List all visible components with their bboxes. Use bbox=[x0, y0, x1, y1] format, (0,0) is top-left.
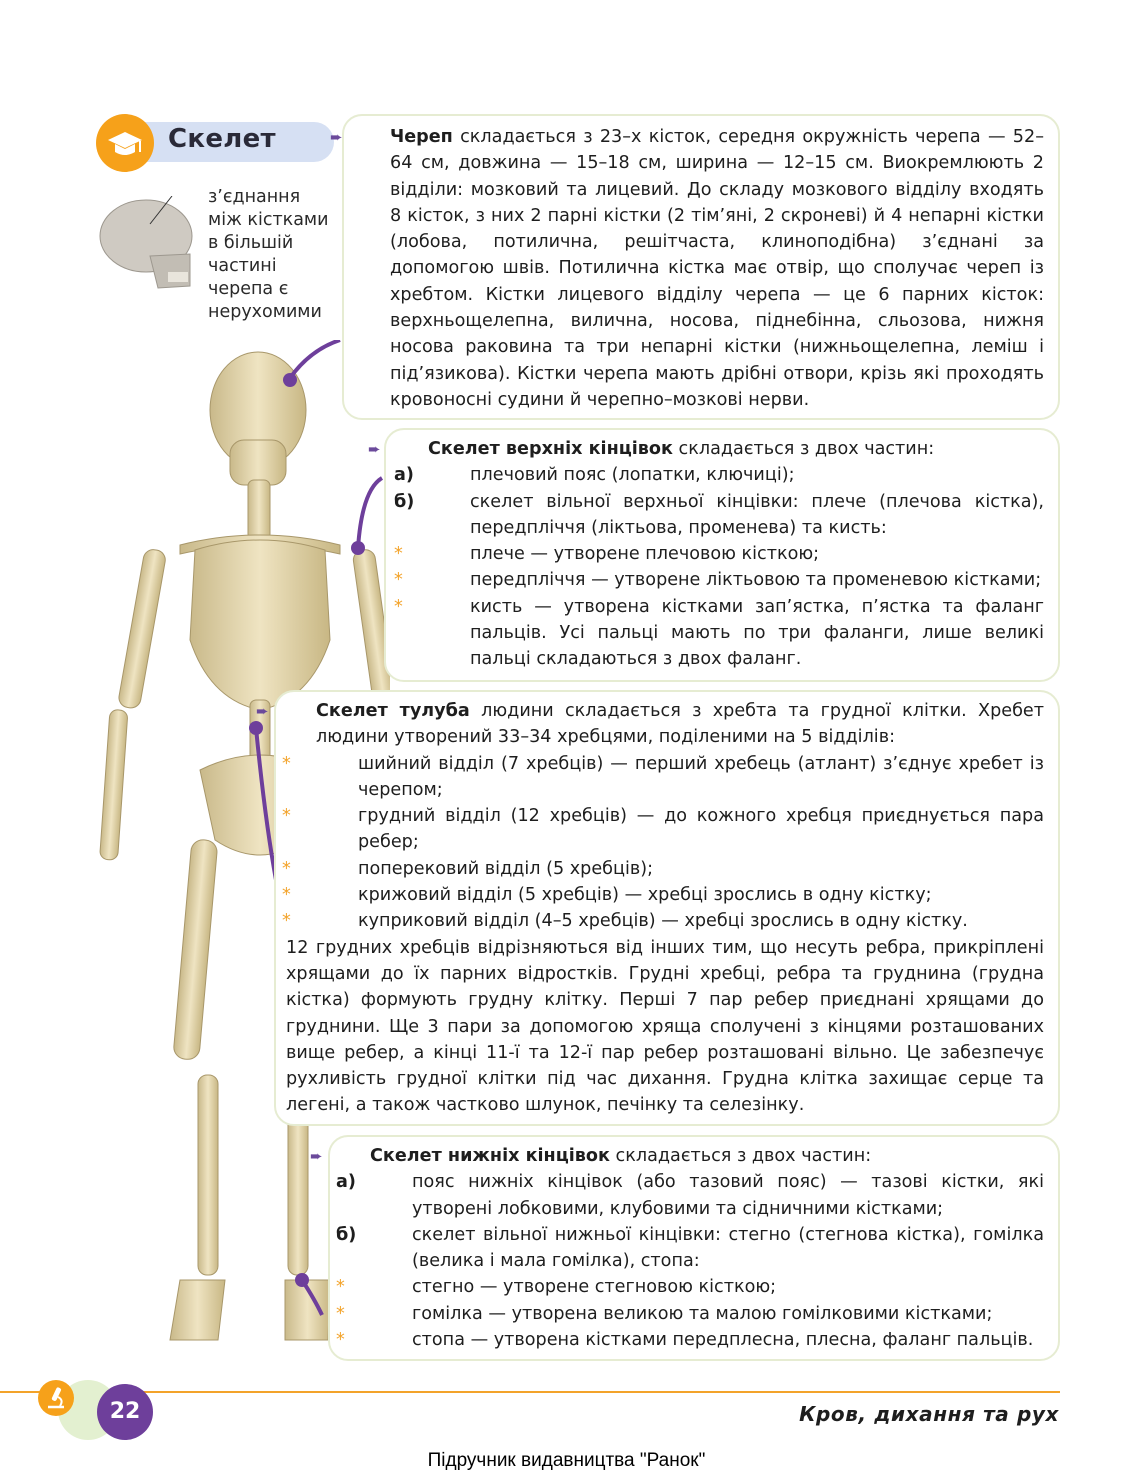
part-label: а) bbox=[394, 465, 414, 486]
trunk-intro bbox=[256, 698, 1045, 751]
publisher-note: Підручник видавництва "Ранок" bbox=[427, 1450, 706, 1471]
lower-item bbox=[336, 1301, 1044, 1327]
upper-limbs-box bbox=[368, 428, 1060, 682]
trunk-intro-text: людини складається з хребта та грудної клітки. Хребет людини утворений 33–34 хребцями, поділеними на 5 відділів: bbox=[316, 701, 1045, 748]
upper-part-a bbox=[394, 462, 1044, 488]
microscope-icon bbox=[38, 1380, 74, 1416]
upper-item bbox=[394, 594, 1044, 673]
part-text: скелет вільної верхньої кінцівки: плече (плечова кістка), передпліччя (ліктьова, променева) та кисть: bbox=[470, 491, 1044, 538]
item-text: кисть — утворена кістками зап’ястка, п’ястка та фаланг пальців. Усі пальці мають по три фаланги, лише великі пальці складаються з двох фаланг. bbox=[470, 596, 1044, 670]
lower-intro bbox=[310, 1143, 1044, 1169]
lower-term: Скелет нижніх кінцівок bbox=[370, 1146, 610, 1166]
item-text: стопа — утворена кістками передплесна, плесна, фаланг пальців. bbox=[412, 1330, 1034, 1351]
trunk-box bbox=[256, 690, 1060, 1126]
trunk-item bbox=[282, 908, 1044, 934]
lower-part-a bbox=[336, 1169, 1044, 1222]
skull-caption: з’єднання між кістками в більшій частині черепа є нерухомими bbox=[208, 187, 329, 322]
star-bullet-icon: * bbox=[336, 1330, 345, 1351]
footer-divider bbox=[0, 1391, 1060, 1393]
chapter-title: Кров, дихання та рух bbox=[799, 1402, 1059, 1426]
upper-intro-text: складається з двох частин: bbox=[672, 439, 935, 459]
trunk-term: Скелет тулуба bbox=[316, 701, 470, 721]
page-title: Скелет bbox=[168, 124, 276, 154]
star-bullet-icon: * bbox=[394, 570, 403, 591]
lower-limbs-box bbox=[310, 1135, 1060, 1361]
upper-part-b bbox=[394, 489, 1044, 542]
arrow-icon: ➨ bbox=[368, 440, 381, 458]
part-label: б) bbox=[394, 491, 415, 512]
page-number: 22 bbox=[97, 1384, 153, 1440]
lower-item bbox=[336, 1327, 1044, 1353]
upper-item bbox=[394, 541, 1044, 567]
star-bullet-icon: * bbox=[336, 1277, 345, 1298]
arrow-icon: ➨ bbox=[310, 1147, 323, 1165]
star-bullet-icon: * bbox=[282, 911, 291, 932]
star-bullet-icon: * bbox=[282, 858, 291, 879]
item-text: поперековий відділ (5 хребців); bbox=[358, 858, 654, 879]
skull-illustration bbox=[98, 196, 198, 296]
item-text: гомілка — утворена великою та малою гомілковими кістками; bbox=[412, 1303, 993, 1324]
graduation-cap-icon bbox=[96, 114, 154, 172]
skull-paragraph bbox=[330, 124, 1044, 413]
item-text: передпліччя — утворене ліктьовою та променевою кістками; bbox=[470, 570, 1042, 591]
trunk-item bbox=[282, 751, 1044, 804]
skull-text: складається з 23–х кісток, середня окружність черепа — 52–64 см, довжина — 15–18 см, ширина — 12–15 см. Виокремлюють 2 відділи: мозковий та лицевий. До складу мозкового відділу входять 8 кісток, з них 2 парні кістки (2 тім’яні, 2 скроневі) й 4 непарні кістки (лобова, потилична, решітчаста, клиноподібна) з’єднані за допомогою швів. Потилична кістка має отвір, що сполучає череп із хребтом. Кістки лицевого відділу черепа — це 6 парних кісток: верхньощелепна, вилична, носова, піднебінна, сльозова, нижня носова раковина та три непарні кістки (нижньощелепна, леміш і під’язикова). Кістки черепа мають дрібні отвори, крізь які проходять кровоносні судини й черепно–мозкові нерви. bbox=[390, 127, 1044, 410]
title-icon-circle bbox=[96, 114, 154, 172]
upper-term: Скелет верхніх кінцівок bbox=[428, 439, 673, 459]
star-bullet-icon: * bbox=[282, 885, 291, 906]
trunk-item bbox=[282, 856, 1044, 882]
lower-part-b bbox=[336, 1222, 1044, 1275]
upper-item bbox=[394, 567, 1044, 593]
upper-intro bbox=[368, 436, 1044, 462]
part-label: а) bbox=[336, 1172, 356, 1193]
arrow-icon: ➨ bbox=[256, 702, 269, 720]
star-bullet-icon: * bbox=[394, 544, 403, 565]
item-text: шийний відділ (7 хребців) — перший хребець (атлант) з’єднує хребет із черепом; bbox=[358, 753, 1044, 800]
star-bullet-icon: * bbox=[282, 806, 291, 827]
trunk-item bbox=[282, 882, 1044, 908]
skull-info-box bbox=[330, 114, 1060, 420]
lower-intro-text: складається з двох частин: bbox=[609, 1146, 872, 1166]
footer-icon-circle bbox=[38, 1380, 74, 1416]
item-text: крижовий відділ (5 хребців) — хребці зрослись в одну кістку; bbox=[358, 885, 932, 906]
skull-term: Череп bbox=[390, 127, 453, 147]
item-text: плече — утворене плечовою кісткою; bbox=[470, 544, 820, 565]
star-bullet-icon: * bbox=[336, 1303, 345, 1324]
arrow-icon: ➨ bbox=[330, 128, 343, 146]
item-text: стегно — утворене стегновою кісткою; bbox=[412, 1277, 777, 1298]
star-bullet-icon: * bbox=[282, 753, 291, 774]
item-text: куприковий відділ (4–5 хребців) — хребці зрослись в одну кістку. bbox=[358, 911, 968, 932]
lower-item bbox=[336, 1274, 1044, 1300]
part-text: плечовий пояс (лопатки, ключиці); bbox=[470, 465, 795, 486]
part-label: б) bbox=[336, 1224, 357, 1245]
item-text: грудний відділ (12 хребців) — до кожного хребця приєднується пара ребер; bbox=[358, 806, 1044, 853]
star-bullet-icon: * bbox=[394, 596, 403, 617]
part-text: скелет вільної нижньої кінцівки: стегно (стегнова кістка), гомілка (велика і мала гомілка), стопа: bbox=[412, 1224, 1044, 1272]
trunk-item bbox=[282, 803, 1044, 856]
part-text: пояс нижніх кінцівок (або тазовий пояс) — тазові кістки, які утворені лобковими, клубовими та сідничними кістками; bbox=[412, 1172, 1044, 1219]
trunk-paragraph: 12 грудних хребців відрізняються від інших тим, що несуть ребра, прикріплені хрящами до їх парних відростків. Грудні хребці, ребра та груднина (грудна кістка) формують грудну клітку. Перші 7 пар ребер приєднані хрящами до груднини. Ще 3 пари за допомогою хряща сполучені з кінцями розташованих вище ребер, а кінці 11-ї та 12-ї пар ребер розташовані вільно. Це забезпечує рухливість грудної клітки під час дихання. Грудна клітка захищає серце та легені, а також частково шлунок, печінку та селезінку. bbox=[286, 937, 1044, 1116]
